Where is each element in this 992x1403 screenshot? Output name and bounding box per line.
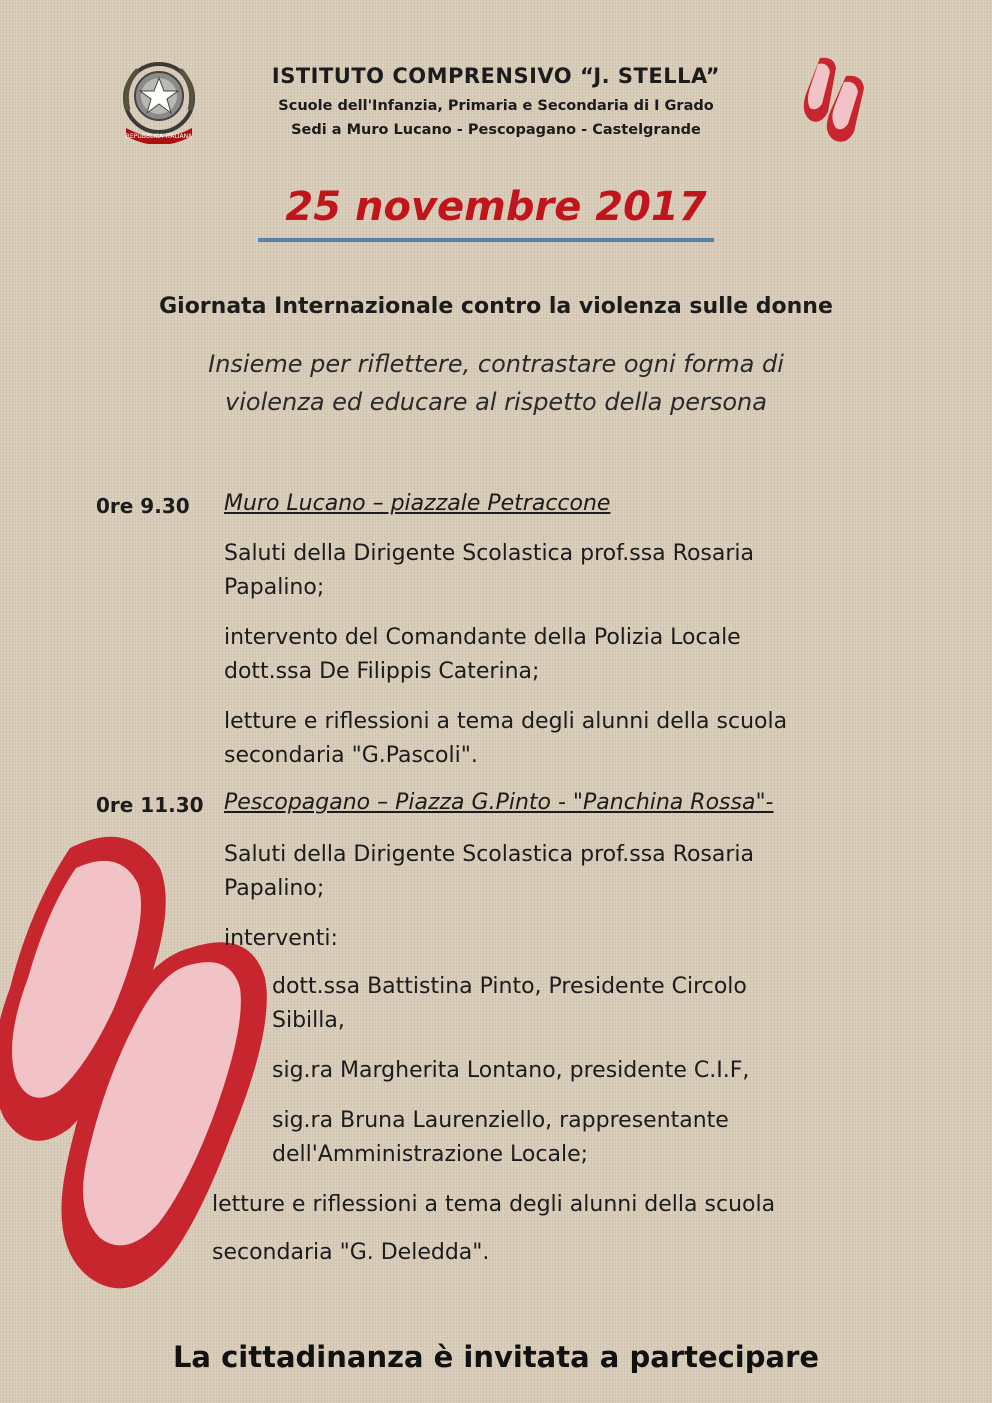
red-shoes-icon — [798, 54, 870, 144]
date-underline — [258, 238, 714, 242]
item-line: dell'Amministrazione Locale; — [272, 1142, 589, 1167]
item-line: secondaria "G.Pascoli". — [224, 743, 478, 768]
program-item — [224, 838, 924, 906]
school-name: ISTITUTO COMPRENSIVO “J. STELLA” — [271, 64, 721, 88]
invitation-text: La cittadinanza è invitata a partecipare — [172, 1340, 820, 1374]
school-subtitle: Scuole dell'Infanzia, Primaria e Secondaria di I Grado — [278, 98, 714, 114]
item-line: sig.ra Bruna Laurenziello, rappresentante — [272, 1108, 729, 1133]
repubblica-italiana-emblem-icon — [118, 58, 200, 144]
item-line: letture e riflessioni a tema degli alunni della scuola — [224, 709, 788, 734]
event-title: Giornata Internazionale contro la violenza sulle donne — [159, 294, 833, 319]
program-item: interventi: — [224, 926, 338, 951]
item-line: dott.ssa Battistina Pinto, Presidente Circolo — [272, 974, 747, 999]
program-subitem — [272, 970, 932, 1038]
event-tagline — [60, 345, 932, 421]
program-subitem — [272, 1104, 932, 1172]
program-item — [224, 621, 924, 689]
session-time: 0re 9.30 — [96, 494, 190, 518]
item-line: Papalino; — [224, 575, 325, 600]
session-location: Muro Lucano – piazzale Petraccone — [224, 491, 611, 516]
session-location: Pescopagano – Piazza G.Pinto - "Panchina Rossa"- — [224, 790, 774, 815]
program-item — [224, 705, 924, 773]
program-item: letture e riflessioni a tema degli alunni della scuola — [212, 1192, 776, 1217]
tagline-line: Insieme per riflettere, contrastare ogni forma di — [208, 350, 784, 378]
emblem-text: REPUBBLICA ITALIANA — [125, 133, 193, 140]
item-line: intervento del Comandante della Polizia Locale — [224, 625, 741, 650]
program-subitem: sig.ra Margherita Lontano, presidente C.I.F, — [272, 1058, 750, 1083]
program-item: secondaria "G. Deledda". — [212, 1240, 490, 1265]
school-locations: Sedi a Muro Lucano - Pescopagano - Castelgrande — [291, 122, 701, 138]
item-line: Saluti della Dirigente Scolastica prof.ssa Rosaria — [224, 842, 754, 867]
item-line: Sibilla, — [272, 1008, 345, 1033]
tagline-line: violenza ed educare al rispetto della persona — [225, 388, 767, 416]
item-line: Papalino; — [224, 876, 325, 901]
event-date: 25 novembre 2017 — [285, 184, 707, 230]
program-item — [224, 537, 924, 605]
session-time: 0re 11.30 — [96, 793, 204, 817]
item-line: Saluti della Dirigente Scolastica prof.ssa Rosaria — [224, 541, 754, 566]
item-line: dott.ssa De Filippis Caterina; — [224, 659, 540, 684]
